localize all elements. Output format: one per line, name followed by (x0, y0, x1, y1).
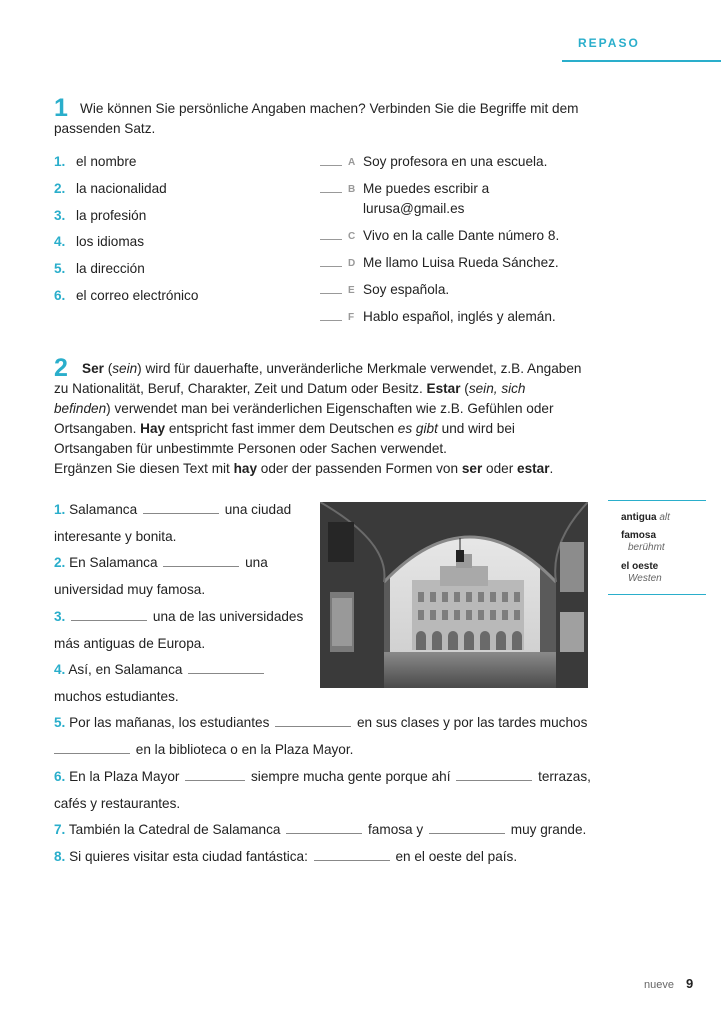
option-letter: F (348, 312, 355, 323)
plaza-mayor-illustration (320, 502, 588, 688)
sentence-1: 1. Salamanca una ciudad (54, 502, 292, 517)
answer-blank[interactable] (314, 848, 390, 861)
answer-blank[interactable] (429, 821, 505, 834)
section-label: REPASO (578, 36, 640, 50)
glossary-entry: el oeste Westen (621, 561, 662, 584)
glossary-entry: famosa berühmt (621, 530, 665, 553)
exercise-1-instruction: Wie können Sie persönliche Angaben machen? Verbinden Sie die Begriffe mit dem passenden Satz. (54, 101, 579, 136)
sentence-2: 2. En Salamanca una (54, 555, 268, 570)
option-letter: A (348, 157, 356, 168)
sentence-5: 5. Por las mañanas, los estudiantes en sus clases y por las tardes muchos (54, 715, 588, 730)
list-item: 3. la profesión (54, 208, 147, 223)
option-text: Me llamo Luisa Rueda Sánchez. (363, 255, 559, 270)
answer-blank[interactable] (320, 192, 342, 193)
exercise-2-number: 2 (54, 354, 68, 382)
sentence-4-cont: muchos estudiantes. (54, 689, 179, 704)
sentence-1-cont: interesante y bonita. (54, 529, 177, 544)
answer-blank[interactable] (54, 741, 130, 754)
sentence-6-cont: cafés y restaurantes. (54, 796, 181, 811)
answer-blank[interactable] (275, 714, 351, 727)
page-number: 9 (686, 976, 694, 991)
option-text: Me puedes escribir a lurusa@gmail.es (363, 181, 490, 216)
plaza-mayor-photo (320, 502, 588, 688)
answer-blank[interactable] (320, 320, 342, 321)
glossary-bottom-rule (608, 594, 706, 595)
sentence-8: 8. Si quieres visitar esta ciudad fantástica: en el oeste del país. (54, 849, 518, 864)
sentence-5-cont: en la biblioteca o en la Plaza Mayor. (54, 740, 353, 760)
sentence-7: 7. También la Catedral de Salamanca famosa y muy grande. (54, 822, 587, 837)
option-text: Vivo en la calle Dante número 8. (363, 228, 560, 243)
sentence-6: 6. En la Plaza Mayor siempre mucha gente porque ahí terrazas, (54, 769, 591, 784)
page-number-word: nueve (644, 979, 674, 991)
list-item: 2. la nacionalidad (54, 181, 167, 196)
sentence-4: 4. Así, en Salamanca (54, 660, 266, 680)
answer-blank[interactable] (286, 821, 362, 834)
answer-blank[interactable] (320, 266, 342, 267)
grammar-explanation: Ser (sein) wird für dauerhafte, unveränderliche Merkmale verwendet, z.B. Angaben zu Nationalität, Beruf, Charakter, Zeit und Datum oder Besitz. Estar (sein, sich befinden) verwendet man bei veränderlichen Eigenschaften wie z.B. Gefühlen oder Ortsangaben. Hay entspricht fast immer dem Deutschen es gibt und wird bei Ortsangaben für unbestimmte Personen oder Sachen verwendet. (54, 361, 582, 456)
answer-blank[interactable] (71, 608, 147, 621)
sentence-2-cont: universidad muy famosa. (54, 582, 206, 597)
answer-blank[interactable] (320, 165, 342, 166)
exercise-1-number: 1 (54, 94, 68, 122)
option-text: Soy española. (363, 282, 450, 297)
glossary-top-rule (608, 500, 706, 501)
task-instruction: Ergänzen Sie diesen Text mit hay oder der passenden Formen von ser oder estar. (54, 461, 554, 476)
answer-blank[interactable] (188, 661, 264, 674)
answer-blank[interactable] (320, 293, 342, 294)
header-rule (562, 60, 721, 62)
answer-blank[interactable] (185, 768, 245, 781)
list-item: 4. los idiomas (54, 234, 144, 249)
option-letter: C (348, 231, 356, 242)
list-item: 1. el nombre (54, 154, 137, 169)
answer-blank[interactable] (456, 768, 532, 781)
answer-blank[interactable] (163, 554, 239, 567)
answer-blank[interactable] (143, 501, 219, 514)
exercise-2-instruction (54, 359, 582, 479)
sentence-3: 3. una de las universidades (54, 609, 304, 624)
option-text: Soy profesora en una escuela. (363, 154, 548, 169)
option-letter: B (348, 184, 356, 195)
sentence-3-cont: más antiguas de Europa. (54, 636, 206, 651)
glossary-entry: antigua alt (621, 512, 670, 523)
list-item: 6. el correo electrónico (54, 288, 199, 303)
option-letter: E (348, 285, 355, 296)
option-letter: D (348, 258, 356, 269)
list-item: 5. la dirección (54, 261, 145, 276)
answer-blank[interactable] (320, 239, 342, 240)
option-text: Hablo español, inglés y alemán. (363, 309, 556, 324)
